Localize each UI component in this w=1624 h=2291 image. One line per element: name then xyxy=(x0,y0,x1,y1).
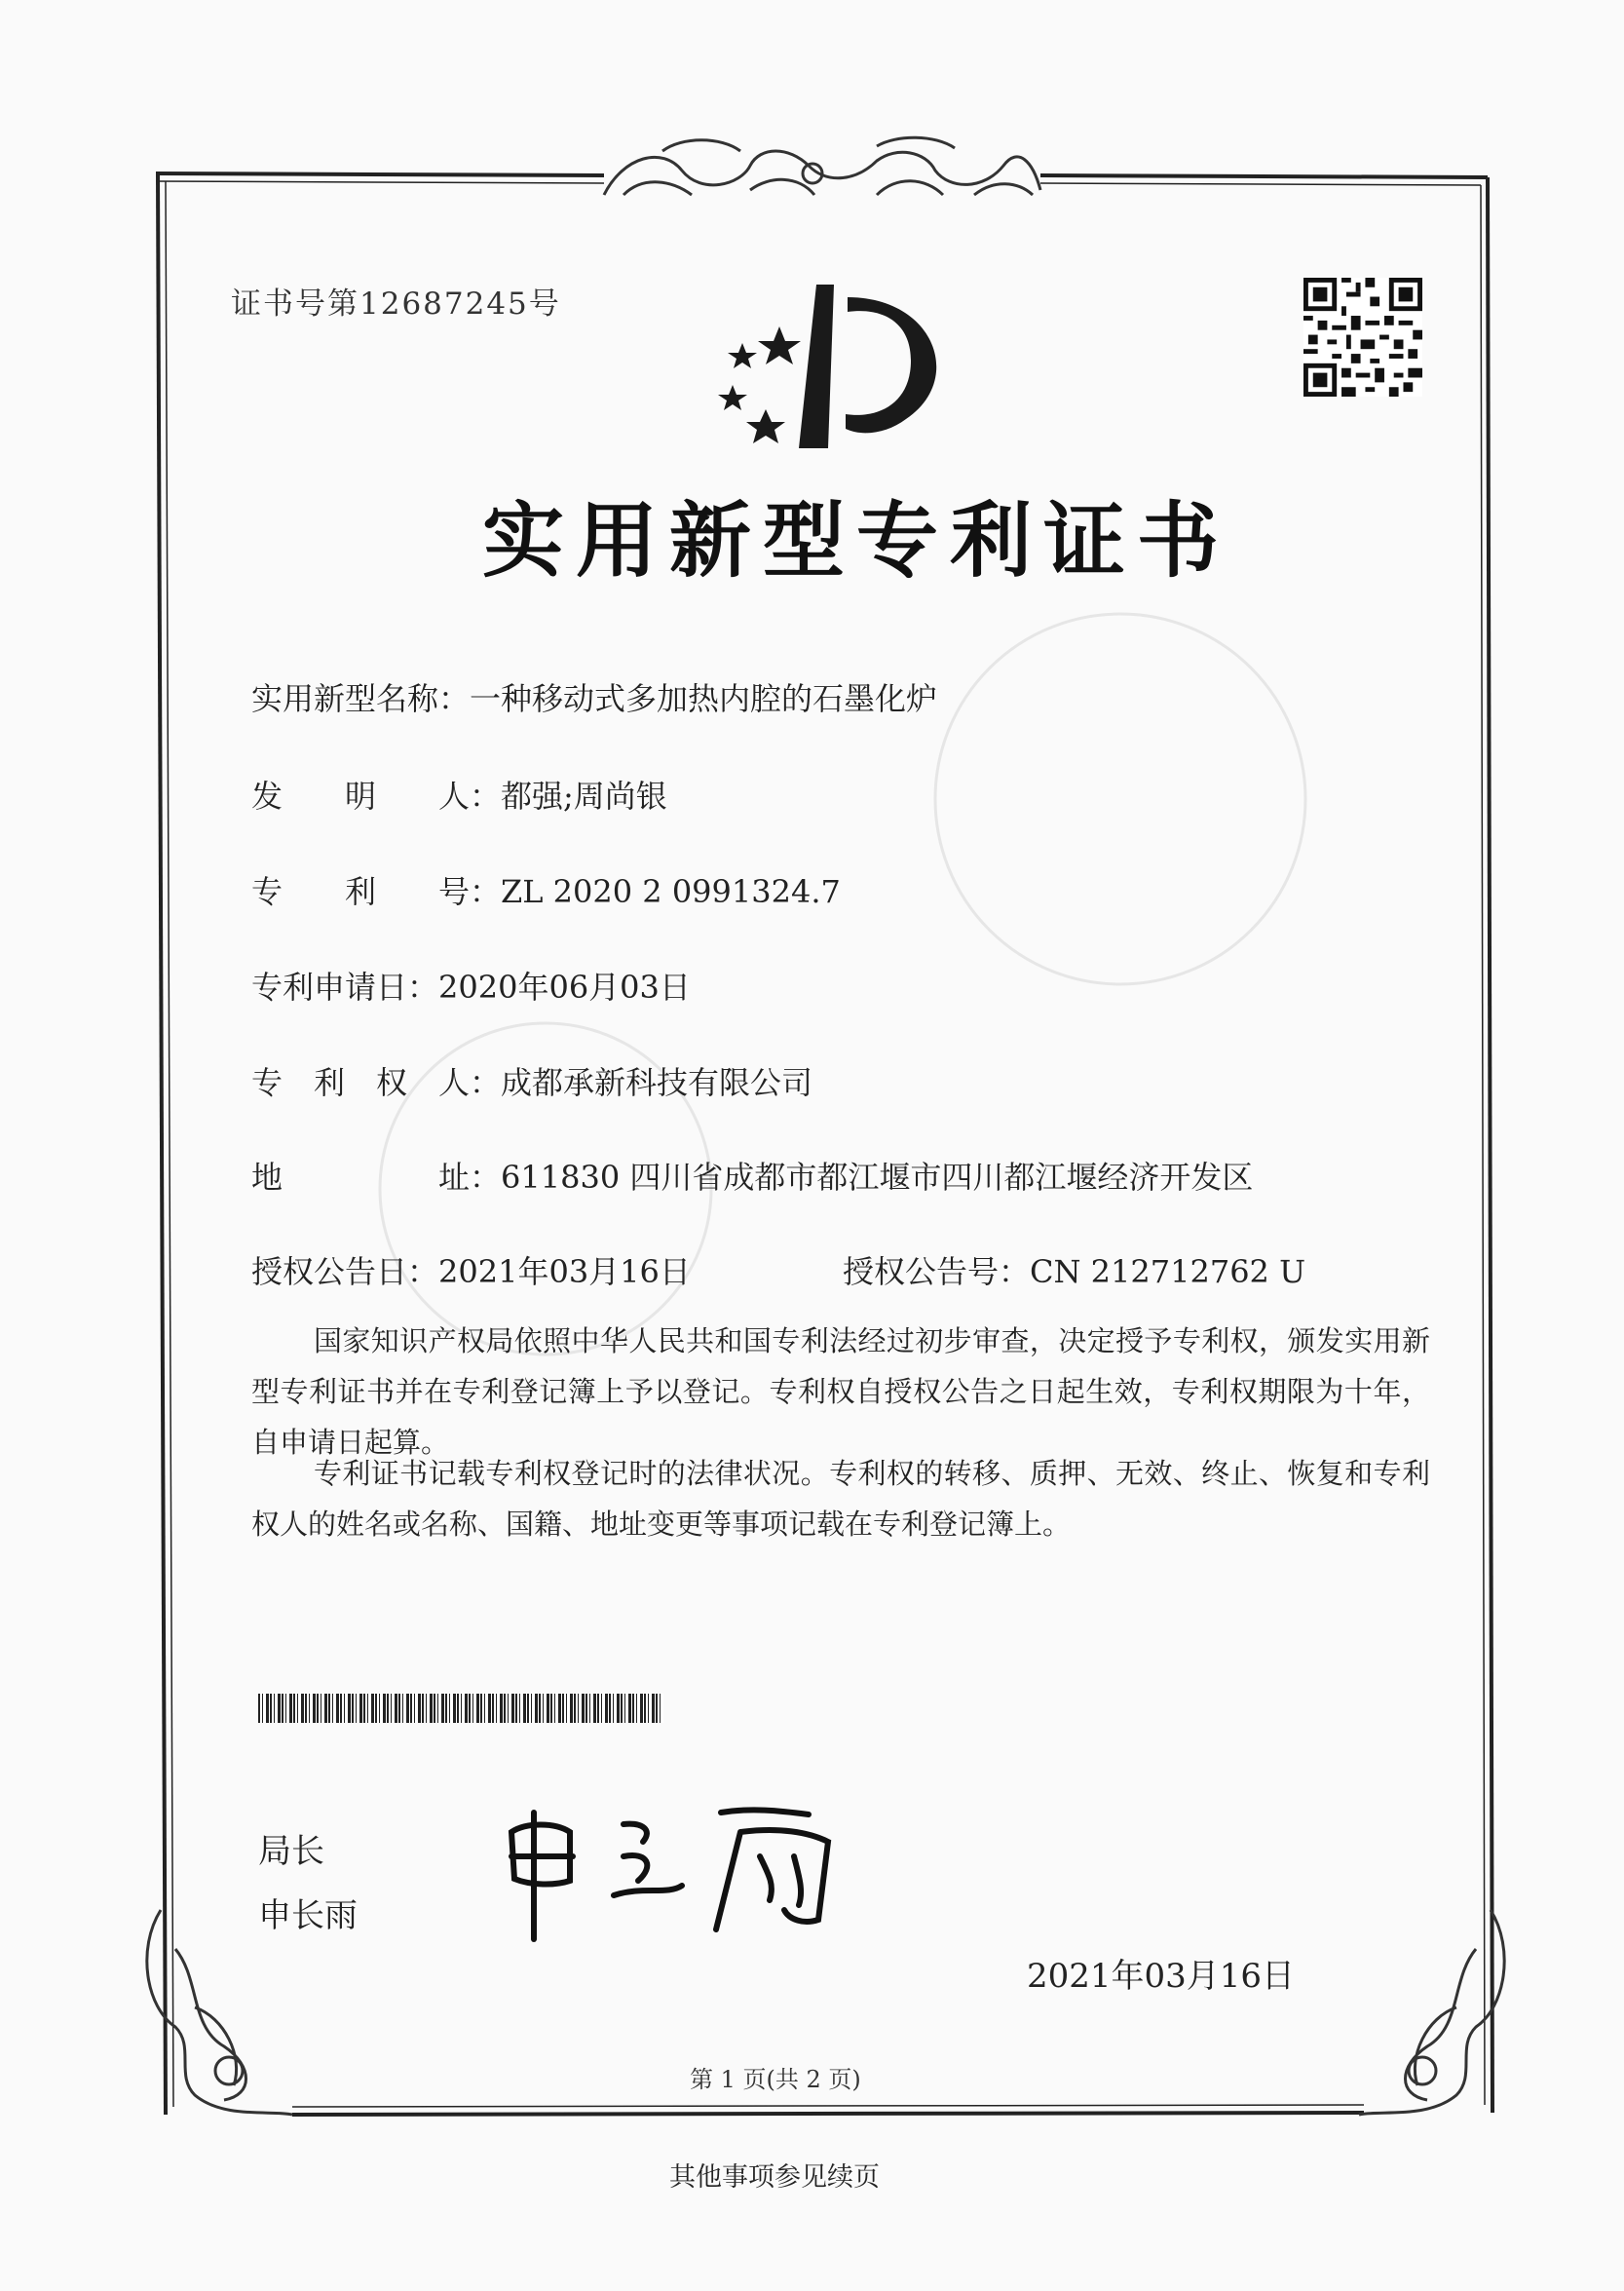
field-label: 专利申请日： xyxy=(251,969,439,1006)
emblem-logo xyxy=(718,285,936,448)
field-value: 2021年03月16日 xyxy=(438,1253,691,1290)
field-value: 一种移动式多加热内腔的石墨化炉 xyxy=(470,680,938,717)
footer-note: 其他事项参见续页 xyxy=(669,2162,880,2193)
field-grant-number xyxy=(843,1247,1305,1292)
certificate-number: 证书号第12687245号 xyxy=(231,286,561,322)
bottom-right-ornament xyxy=(1359,1910,1504,2115)
field-value: CN 212712762 U xyxy=(1030,1253,1306,1290)
field-label: 专 利 权 人： xyxy=(251,1064,502,1101)
field-patent-number xyxy=(251,867,841,912)
director-name: 申长雨 xyxy=(258,1896,358,1935)
field-value: 611830 四川省成都市都江堰市四川都江堰经济开发区 xyxy=(501,1159,1254,1196)
field-label: 专 利 号： xyxy=(251,873,502,910)
field-label: 授权公告号： xyxy=(843,1253,1031,1290)
handwritten-signature xyxy=(511,1810,828,1939)
field-value: 成都承新科技有限公司 xyxy=(501,1064,813,1101)
field-value: 2020年06月03日 xyxy=(438,969,691,1006)
field-label: 地 址： xyxy=(251,1159,502,1196)
field-utility-model-name xyxy=(251,674,937,719)
field-label: 实用新型名称： xyxy=(251,680,471,717)
qr-code xyxy=(1303,278,1422,397)
field-address xyxy=(251,1153,1253,1198)
field-label: 发 明 人： xyxy=(251,778,502,815)
frame-border xyxy=(156,173,1492,2115)
bottom-left-ornament xyxy=(147,1910,292,2115)
field-value: ZL 2020 2 0991324.7 xyxy=(501,873,841,910)
field-label: 授权公告日： xyxy=(251,1253,439,1290)
page-indicator: 第 1 页(共 2 页) xyxy=(690,2066,861,2093)
top-ornament xyxy=(604,137,1040,195)
legal-paragraph-2: 专利证书记载专利权登记时的法律状况。专利权的转移、质押、无效、终止、恢复和专利权人的姓名或名称、国籍、地址变更等事项记载在专利登记簿上。 xyxy=(251,1457,1430,1541)
field-value: 都强;周尚银 xyxy=(501,778,667,815)
field-patentee xyxy=(251,1058,812,1103)
field-inventor xyxy=(251,772,667,817)
field-grant-date xyxy=(251,1247,691,1292)
issue-date: 2021年03月16日 xyxy=(1027,1957,1296,1996)
director-title: 局长 xyxy=(258,1832,324,1871)
barcode xyxy=(258,1694,663,1723)
certificate-title: 实用新型专利证书 xyxy=(482,493,1231,589)
legal-paragraph-1: 国家知识产权局依照中华人民共和国专利法经过初步审查，决定授予专利权，颁发实用新型专利证书并在专利登记簿上予以登记。专利权自授权公告之日起生效，专利权期限为十年，自申请日起算。 xyxy=(251,1324,1430,1459)
field-application-date xyxy=(251,963,691,1008)
